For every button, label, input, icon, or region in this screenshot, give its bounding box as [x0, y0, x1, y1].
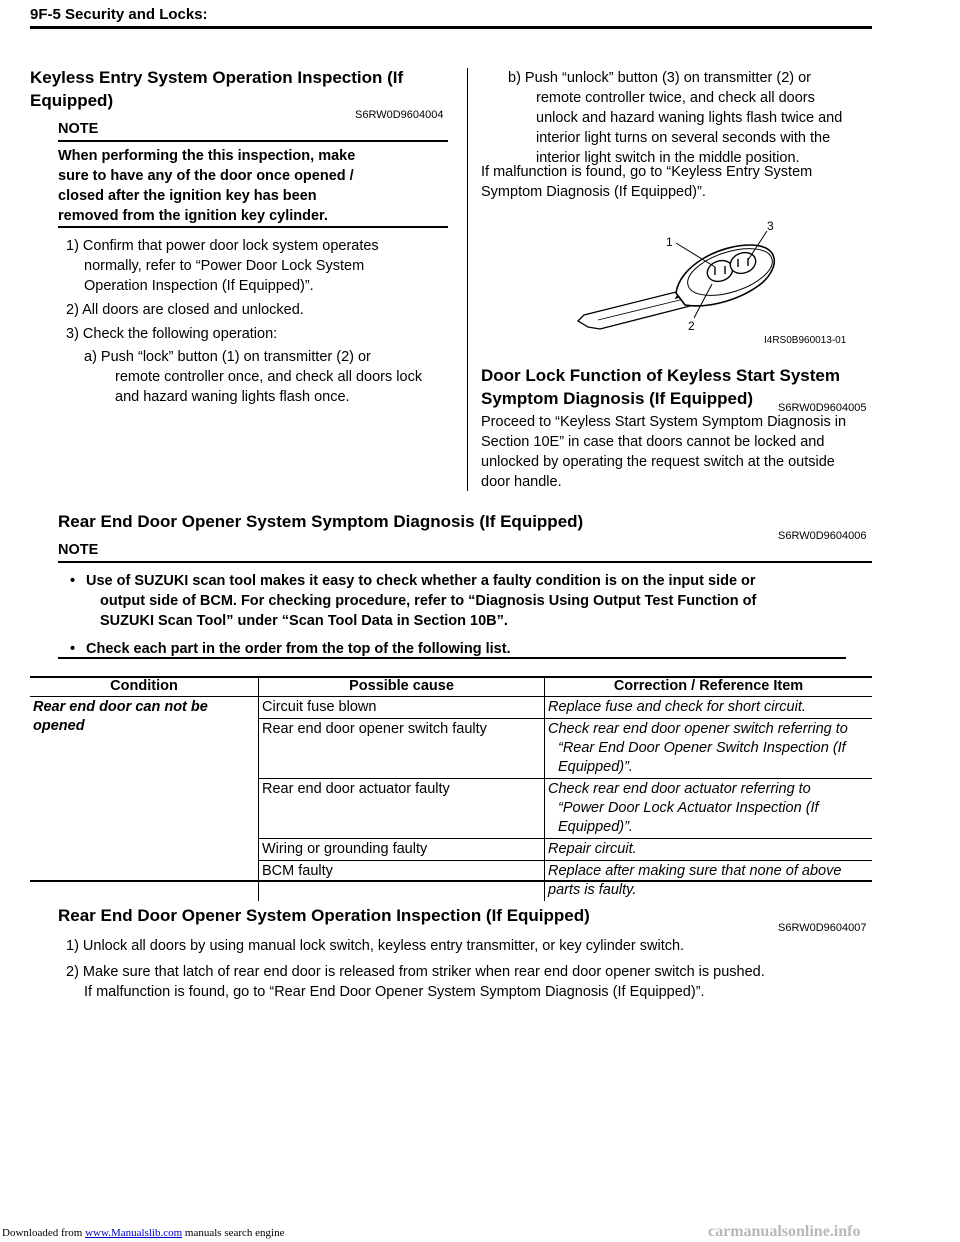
fix-cell: Check rear end door opener switch referring to “Rear End Door Opener Switch Inspection (If Equipped)”. [545, 719, 873, 779]
section-code: S6RW0D9604005 [778, 402, 867, 414]
note-bottom-rule [58, 657, 846, 659]
section-keyless-entry [30, 66, 450, 112]
manualslib-link[interactable]: www.Manualslib.com [85, 1227, 183, 1239]
step-1: 1) Unlock all doors by using manual lock switch, keyless entry transmitter, or key cylinder switch. [66, 938, 685, 954]
table-header-row [30, 676, 872, 697]
bullet-item: • Use of SUZUKI scan tool makes it easy to check whether a faulty condition is on the input side or output side of BCM. For checking procedure, refer to “Diagnosis Using Output Test Function of SUZUKI Scan Tool” under “Scan Tool Data in Section 10B”. [70, 573, 757, 629]
malfunction-note: If malfunction is found, go to “Keyless Entry System Symptom Diagnosis (If Equipped)”. [481, 164, 813, 200]
condition-cell: Rear end door can not be opened [30, 697, 259, 902]
callout-1: 1 [666, 235, 673, 249]
section-title: Rear End Door Opener System Operation Inspection (If Equipped) [58, 906, 590, 925]
section-rear-door-inspection [58, 904, 590, 927]
symptom-table [30, 676, 872, 901]
section-title: Keyless Entry System Operation Inspection (If Equipped) [30, 68, 404, 110]
section-code: S6RW0D9604006 [778, 530, 867, 542]
cause-cell: Rear end door actuator faulty [259, 779, 545, 839]
step-list [66, 236, 466, 407]
step-3a: a) Push “lock” button (1) on transmitter (2) or remote controller once, and check all doors lock and hazard waning lights flash once. [84, 349, 423, 405]
section-paragraph: Proceed to “Keyless Start System Symptom Diagnosis in Section 10E” in case that doors cannot be locked and unlocked by operating the request switch at the outside door handle. [481, 414, 847, 490]
fix-cell: Check rear end door actuator referring to “Power Door Lock Actuator Inspection (If Equipped)”. [545, 779, 873, 839]
header-rule [30, 26, 872, 29]
cause-cell: BCM faulty [259, 861, 545, 902]
figure-id: I4RS0B960013-01 [764, 335, 847, 346]
step-1: 1) Confirm that power door lock system operates normally, refer to “Power Door Lock System Operation Inspection (If Equipped)”. [66, 238, 379, 294]
section-title: Rear End Door Opener System Symptom Diagnosis (If Equipped) [58, 512, 584, 531]
step-3b: b) Push “unlock” button (3) on transmitter (2) or remote controller twice, and check all doors unlock and hazard waning lights flash twice and interior light turns on several seconds with the interior light switch in the middle position. [508, 70, 843, 166]
note-text: When performing the this inspection, make sure to have any of the door once opened / closed after the ignition key has been removed from the ignition key cylinder. [58, 148, 356, 224]
key-transmitter-figure [480, 205, 872, 350]
cause-cell: Wiring or grounding faulty [259, 839, 545, 861]
bullet-item: • Check each part in the order from the top of the following list. [70, 641, 511, 657]
header-correction: Correction / Reference Item [545, 676, 873, 697]
note-label: NOTE [58, 542, 99, 558]
note-label: NOTE [58, 121, 99, 137]
callout-2: 2 [688, 319, 695, 333]
table-row [30, 697, 872, 719]
fix-cell: Replace fuse and check for short circuit. [545, 697, 873, 719]
section-code: S6RW0D9604004 [355, 109, 444, 121]
callout-3: 3 [767, 219, 774, 233]
note-bottom-rule [58, 226, 448, 228]
page-header: 9F-5 Security and Locks: [30, 6, 208, 23]
header-cause: Possible cause [259, 676, 545, 697]
note-top-rule [58, 140, 448, 142]
cause-cell: Rear end door opener switch faulty [259, 719, 545, 779]
column-divider [467, 68, 468, 491]
section-title: Door Lock Function of Keyless Start System Symptom Diagnosis (If Equipped) [481, 366, 840, 408]
key-blade [578, 291, 695, 329]
step-2: 2) Make sure that latch of rear end door is released from striker when rear end door opener switch is pushed. If malfunction is found, go to “Rear End Door Opener System Symptom Diagnosis (If Equipped)”. [66, 964, 765, 1000]
fix-cell: Repair circuit. [545, 839, 873, 861]
section-rear-door-diagnosis [58, 510, 583, 533]
note-bullets [70, 571, 866, 659]
inspection-steps [66, 936, 872, 1002]
cause-cell: Circuit fuse blown [259, 697, 545, 719]
fix-cell: Replace after making sure that none of above parts is faulty. [548, 863, 842, 898]
watermark: carmanualsonline.info [708, 1223, 861, 1240]
header-condition: Condition [30, 676, 259, 697]
note-top-rule [58, 561, 872, 563]
download-footer: Downloaded from www.Manualslib.com manuals search engine [2, 1227, 285, 1239]
step-3: 3) Check the following operation: [66, 326, 278, 342]
step-2: 2) All doors are closed and unlocked. [66, 302, 304, 318]
section-code: S6RW0D9604007 [778, 922, 867, 934]
